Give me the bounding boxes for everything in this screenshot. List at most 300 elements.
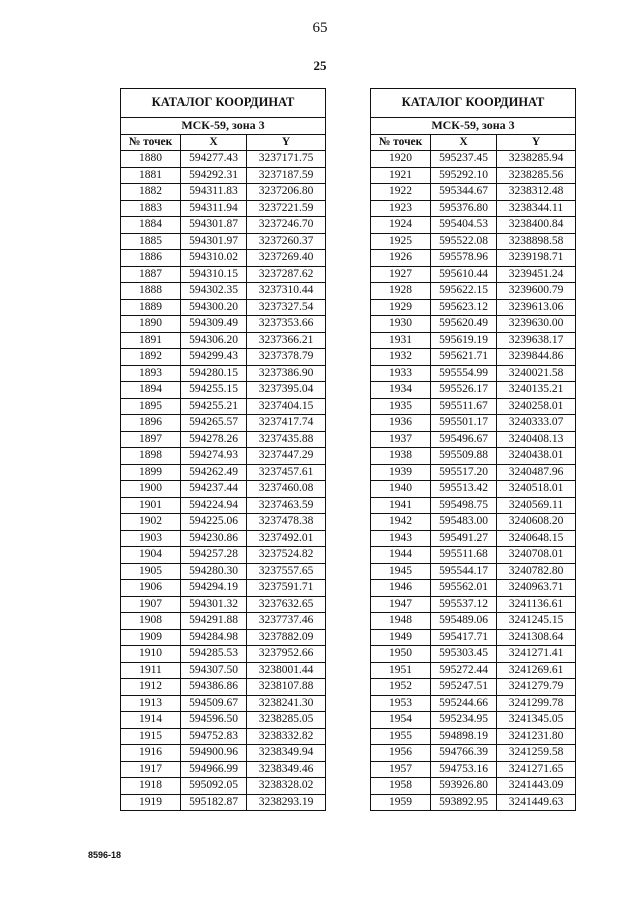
x-coordinate-cell: 595562.01 [431,580,497,597]
point-number-cell: 1951 [371,662,431,679]
table-row [121,283,326,300]
x-coordinate-cell: 594301.87 [181,217,247,234]
point-number-cell: 1935 [371,398,431,415]
x-coordinate-cell: 594265.57 [181,415,247,432]
point-number-cell: 1922 [371,184,431,201]
table-row [121,613,326,630]
column-header-y: Y [497,134,576,151]
table-row [371,332,576,349]
y-coordinate-cell: 3239600.79 [497,283,576,300]
table-row [121,299,326,316]
catalog-subtitle: МСК-59, зона 3 [121,118,326,135]
point-number-cell: 1946 [371,580,431,597]
point-number-cell: 1929 [371,299,431,316]
x-coordinate-cell: 595511.67 [431,398,497,415]
x-coordinate-cell: 594306.20 [181,332,247,349]
x-coordinate-cell: 594237.44 [181,481,247,498]
x-coordinate-cell: 595610.44 [431,266,497,283]
point-number-cell: 1926 [371,250,431,267]
y-coordinate-cell: 3237395.04 [247,382,326,399]
point-number-cell: 1916 [121,745,181,762]
y-coordinate-cell: 3241449.63 [497,794,576,811]
table-row [371,794,576,811]
catalog-title: КАТАЛОГ КООРДИНАТ [121,89,326,118]
point-number-cell: 1885 [121,233,181,250]
x-coordinate-cell: 595303.45 [431,646,497,663]
table-row [371,233,576,250]
point-number-cell: 1933 [371,365,431,382]
x-coordinate-cell: 595621.71 [431,349,497,366]
table-row [371,761,576,778]
table-row [371,250,576,267]
x-coordinate-cell: 594752.83 [181,728,247,745]
x-coordinate-cell: 594278.26 [181,431,247,448]
point-number-cell: 1888 [121,283,181,300]
point-number-cell: 1944 [371,547,431,564]
y-coordinate-cell: 3241245.15 [497,613,576,630]
y-coordinate-cell: 3240608.20 [497,514,576,531]
table-row [121,349,326,366]
y-coordinate-cell: 3237632.65 [247,596,326,613]
y-coordinate-cell: 3239630.00 [497,316,576,333]
y-coordinate-cell: 3241269.61 [497,662,576,679]
x-coordinate-cell: 595234.95 [431,712,497,729]
y-coordinate-cell: 3237447.29 [247,448,326,465]
y-coordinate-cell: 3238241.30 [247,695,326,712]
y-coordinate-cell: 3237882.09 [247,629,326,646]
table-row [121,250,326,267]
x-coordinate-cell: 595622.15 [431,283,497,300]
table-row [121,200,326,217]
table-row [121,448,326,465]
y-coordinate-cell: 3238344.11 [497,200,576,217]
point-number-cell: 1920 [371,151,431,168]
catalog-title: КАТАЛОГ КООРДИНАТ [371,89,576,118]
point-number-cell: 1949 [371,629,431,646]
catalog-subtitle: МСК-59, зона 3 [371,118,576,135]
x-coordinate-cell: 594262.49 [181,464,247,481]
point-number-cell: 1937 [371,431,431,448]
x-coordinate-cell: 594225.06 [181,514,247,531]
y-coordinate-cell: 3238107.88 [247,679,326,696]
point-number-cell: 1911 [121,662,181,679]
point-number-cell: 1955 [371,728,431,745]
y-coordinate-cell: 3241271.65 [497,761,576,778]
point-number-cell: 1953 [371,695,431,712]
y-coordinate-cell: 3239198.71 [497,250,576,267]
y-coordinate-cell: 3241279.79 [497,679,576,696]
point-number-cell: 1912 [121,679,181,696]
y-coordinate-cell: 3240782.80 [497,563,576,580]
x-coordinate-cell: 594311.83 [181,184,247,201]
table-row [121,431,326,448]
y-coordinate-cell: 3238400.84 [497,217,576,234]
table-row [121,778,326,795]
x-coordinate-cell: 595513.42 [431,481,497,498]
table-row [371,596,576,613]
point-number-cell: 1891 [121,332,181,349]
table-row [121,464,326,481]
x-coordinate-cell: 594277.43 [181,151,247,168]
point-number-cell: 1902 [121,514,181,531]
x-coordinate-cell: 594224.94 [181,497,247,514]
x-coordinate-cell: 594966.99 [181,761,247,778]
point-number-cell: 1900 [121,481,181,498]
table-row [121,382,326,399]
point-number-cell: 1906 [121,580,181,597]
x-coordinate-cell: 595237.45 [431,151,497,168]
point-number-cell: 1917 [121,761,181,778]
y-coordinate-cell: 3237260.37 [247,233,326,250]
y-coordinate-cell: 3240333.07 [497,415,576,432]
x-coordinate-cell: 594386.86 [181,679,247,696]
x-coordinate-cell: 594509.67 [181,695,247,712]
table-row [121,745,326,762]
table-row [371,613,576,630]
x-coordinate-cell: 594309.49 [181,316,247,333]
y-coordinate-cell: 3237327.54 [247,299,326,316]
point-number-cell: 1889 [121,299,181,316]
table-row [371,415,576,432]
x-coordinate-cell: 594302.35 [181,283,247,300]
table-row [371,200,576,217]
point-number-cell: 1884 [121,217,181,234]
table-row [371,695,576,712]
table-row [121,332,326,349]
point-number-cell: 1931 [371,332,431,349]
x-coordinate-cell: 594230.86 [181,530,247,547]
column-header-x: X [431,134,497,151]
point-number-cell: 1957 [371,761,431,778]
table-row [371,266,576,283]
x-coordinate-cell: 593926.80 [431,778,497,795]
x-coordinate-cell: 595517.20 [431,464,497,481]
point-number-cell: 1908 [121,613,181,630]
y-coordinate-cell: 3238349.46 [247,761,326,778]
sheet-number: 25 [313,58,327,73]
point-number-cell: 1925 [371,233,431,250]
table-row [371,464,576,481]
x-coordinate-cell: 594280.30 [181,563,247,580]
y-coordinate-cell: 3241136.61 [497,596,576,613]
y-coordinate-cell: 3240648.15 [497,530,576,547]
x-coordinate-cell: 594898.19 [431,728,497,745]
table-row [121,398,326,415]
table-row [121,415,326,432]
point-number-cell: 1943 [371,530,431,547]
y-coordinate-cell: 3237171.75 [247,151,326,168]
x-coordinate-cell: 595544.17 [431,563,497,580]
table-row [371,563,576,580]
x-coordinate-cell: 594300.20 [181,299,247,316]
x-coordinate-cell: 595417.71 [431,629,497,646]
table-row [371,217,576,234]
x-coordinate-cell: 594292.31 [181,167,247,184]
table-row [371,646,576,663]
x-coordinate-cell: 594255.15 [181,382,247,399]
x-coordinate-cell: 595292.10 [431,167,497,184]
y-coordinate-cell: 3237206.80 [247,184,326,201]
x-coordinate-cell: 595092.05 [181,778,247,795]
table-row [121,646,326,663]
y-coordinate-cell: 3237557.65 [247,563,326,580]
column-header-point-number: № точек [371,134,431,151]
y-coordinate-cell: 3240518.01 [497,481,576,498]
table-row [121,316,326,333]
table-row [371,514,576,531]
x-coordinate-cell: 594766.39 [431,745,497,762]
x-coordinate-cell: 595619.19 [431,332,497,349]
table-row [371,662,576,679]
table-row [121,629,326,646]
table-row [371,184,576,201]
y-coordinate-cell: 3240487.96 [497,464,576,481]
y-coordinate-cell: 3237221.59 [247,200,326,217]
point-number-cell: 1880 [121,151,181,168]
x-coordinate-cell: 595344.67 [431,184,497,201]
table-row [371,778,576,795]
point-number-cell: 1938 [371,448,431,465]
x-coordinate-cell: 595244.66 [431,695,497,712]
x-coordinate-cell: 594900.96 [181,745,247,762]
point-number-cell: 1918 [121,778,181,795]
table-row [371,349,576,366]
point-number-cell: 1948 [371,613,431,630]
y-coordinate-cell: 3237269.40 [247,250,326,267]
y-coordinate-cell: 3237187.59 [247,167,326,184]
point-number-cell: 1939 [371,464,431,481]
x-coordinate-cell: 595496.67 [431,431,497,448]
x-coordinate-cell: 594291.88 [181,613,247,630]
point-number-cell: 1903 [121,530,181,547]
point-number-cell: 1890 [121,316,181,333]
y-coordinate-cell: 3241308.64 [497,629,576,646]
y-coordinate-cell: 3241299.78 [497,695,576,712]
point-number-cell: 1956 [371,745,431,762]
table-row [371,530,576,547]
point-number-cell: 1899 [121,464,181,481]
y-coordinate-cell: 3240708.01 [497,547,576,564]
x-coordinate-cell: 594284.98 [181,629,247,646]
y-coordinate-cell: 3241259.58 [497,745,576,762]
y-coordinate-cell: 3241345.05 [497,712,576,729]
document-code: 8596-18 [88,850,122,860]
point-number-cell: 1910 [121,646,181,663]
point-number-cell: 1923 [371,200,431,217]
y-coordinate-cell: 3237378.79 [247,349,326,366]
x-coordinate-cell: 593892.95 [431,794,497,811]
point-number-cell: 1892 [121,349,181,366]
x-coordinate-cell: 595404.53 [431,217,497,234]
y-coordinate-cell: 3238332.82 [247,728,326,745]
y-coordinate-cell: 3238312.48 [497,184,576,201]
table-row [121,233,326,250]
point-number-cell: 1936 [371,415,431,432]
x-coordinate-cell: 595522.08 [431,233,497,250]
table-row [371,365,576,382]
x-coordinate-cell: 594299.43 [181,349,247,366]
table-row [121,580,326,597]
point-number-cell: 1915 [121,728,181,745]
table-row [371,448,576,465]
column-header-y: Y [247,134,326,151]
y-coordinate-cell: 3241443.09 [497,778,576,795]
x-coordinate-cell: 594257.28 [181,547,247,564]
table-row [371,679,576,696]
point-number-cell: 1881 [121,167,181,184]
y-coordinate-cell: 3240135.21 [497,382,576,399]
table-row [121,563,326,580]
y-coordinate-cell: 3240438.01 [497,448,576,465]
table-row [121,514,326,531]
point-number-cell: 1897 [121,431,181,448]
catalog-body [371,151,576,811]
y-coordinate-cell: 3237246.70 [247,217,326,234]
x-coordinate-cell: 594255.21 [181,398,247,415]
coordinate-catalog-table-right [370,88,576,811]
y-coordinate-cell: 3241231.80 [497,728,576,745]
x-coordinate-cell: 594310.15 [181,266,247,283]
point-number-cell: 1896 [121,415,181,432]
y-coordinate-cell: 3239638.17 [497,332,576,349]
y-coordinate-cell: 3237952.66 [247,646,326,663]
x-coordinate-cell: 594294.19 [181,580,247,597]
y-coordinate-cell: 3237478.38 [247,514,326,531]
table-row [121,662,326,679]
page-number: 65 [312,20,328,36]
table-row [121,596,326,613]
x-coordinate-cell: 594301.32 [181,596,247,613]
table-row [121,151,326,168]
table-row [121,266,326,283]
y-coordinate-cell: 3237460.08 [247,481,326,498]
x-coordinate-cell: 595498.75 [431,497,497,514]
point-number-cell: 1952 [371,679,431,696]
x-coordinate-cell: 594285.53 [181,646,247,663]
x-coordinate-cell: 594274.93 [181,448,247,465]
point-number-cell: 1901 [121,497,181,514]
y-coordinate-cell: 3237524.82 [247,547,326,564]
point-number-cell: 1919 [121,794,181,811]
y-coordinate-cell: 3238285.05 [247,712,326,729]
y-coordinate-cell: 3237457.61 [247,464,326,481]
point-number-cell: 1958 [371,778,431,795]
table-row [121,530,326,547]
table-row [371,547,576,564]
table-row [121,547,326,564]
table-row [371,481,576,498]
point-number-cell: 1941 [371,497,431,514]
table-row [371,398,576,415]
point-number-cell: 1947 [371,596,431,613]
point-number-cell: 1959 [371,794,431,811]
table-row [121,712,326,729]
y-coordinate-cell: 3237492.01 [247,530,326,547]
point-number-cell: 1898 [121,448,181,465]
x-coordinate-cell: 595501.17 [431,415,497,432]
table-row [121,679,326,696]
table-row [371,745,576,762]
point-number-cell: 1905 [121,563,181,580]
x-coordinate-cell: 595554.99 [431,365,497,382]
point-number-cell: 1932 [371,349,431,366]
x-coordinate-cell: 595511.68 [431,547,497,564]
x-coordinate-cell: 594311.94 [181,200,247,217]
point-number-cell: 1913 [121,695,181,712]
x-coordinate-cell: 594310.02 [181,250,247,267]
table-row [121,365,326,382]
table-row [371,728,576,745]
x-coordinate-cell: 594280.15 [181,365,247,382]
table-row [371,283,576,300]
x-coordinate-cell: 595491.27 [431,530,497,547]
y-coordinate-cell: 3240021.58 [497,365,576,382]
y-coordinate-cell: 3240569.11 [497,497,576,514]
y-coordinate-cell: 3239613.06 [497,299,576,316]
y-coordinate-cell: 3240408.13 [497,431,576,448]
table-row [121,695,326,712]
y-coordinate-cell: 3237404.15 [247,398,326,415]
table-row [371,580,576,597]
point-number-cell: 1887 [121,266,181,283]
y-coordinate-cell: 3237417.74 [247,415,326,432]
catalog-body [121,151,326,811]
x-coordinate-cell: 595247.51 [431,679,497,696]
point-number-cell: 1934 [371,382,431,399]
y-coordinate-cell: 3238349.94 [247,745,326,762]
point-number-cell: 1904 [121,547,181,564]
point-number-cell: 1954 [371,712,431,729]
coordinate-catalog-table-left [120,88,326,811]
y-coordinate-cell: 3237591.71 [247,580,326,597]
table-row [121,184,326,201]
table-row [121,794,326,811]
y-coordinate-cell: 3241271.41 [497,646,576,663]
x-coordinate-cell: 595509.88 [431,448,497,465]
table-row [371,382,576,399]
table-row [371,167,576,184]
x-coordinate-cell: 595376.80 [431,200,497,217]
point-number-cell: 1893 [121,365,181,382]
point-number-cell: 1942 [371,514,431,531]
y-coordinate-cell: 3237435.88 [247,431,326,448]
y-coordinate-cell: 3238285.56 [497,167,576,184]
x-coordinate-cell: 595483.00 [431,514,497,531]
table-row [371,299,576,316]
point-number-cell: 1921 [371,167,431,184]
table-row [371,629,576,646]
x-coordinate-cell: 595526.17 [431,382,497,399]
point-number-cell: 1930 [371,316,431,333]
y-coordinate-cell: 3238898.58 [497,233,576,250]
x-coordinate-cell: 595623.12 [431,299,497,316]
table-row [121,217,326,234]
y-coordinate-cell: 3240258.01 [497,398,576,415]
y-coordinate-cell: 3238001.44 [247,662,326,679]
y-coordinate-cell: 3239844.86 [497,349,576,366]
point-number-cell: 1883 [121,200,181,217]
y-coordinate-cell: 3238285.94 [497,151,576,168]
table-row [121,728,326,745]
point-number-cell: 1927 [371,266,431,283]
table-row [121,481,326,498]
point-number-cell: 1940 [371,481,431,498]
point-number-cell: 1894 [121,382,181,399]
table-row [371,497,576,514]
table-row [371,316,576,333]
x-coordinate-cell: 594753.16 [431,761,497,778]
y-coordinate-cell: 3237463.59 [247,497,326,514]
